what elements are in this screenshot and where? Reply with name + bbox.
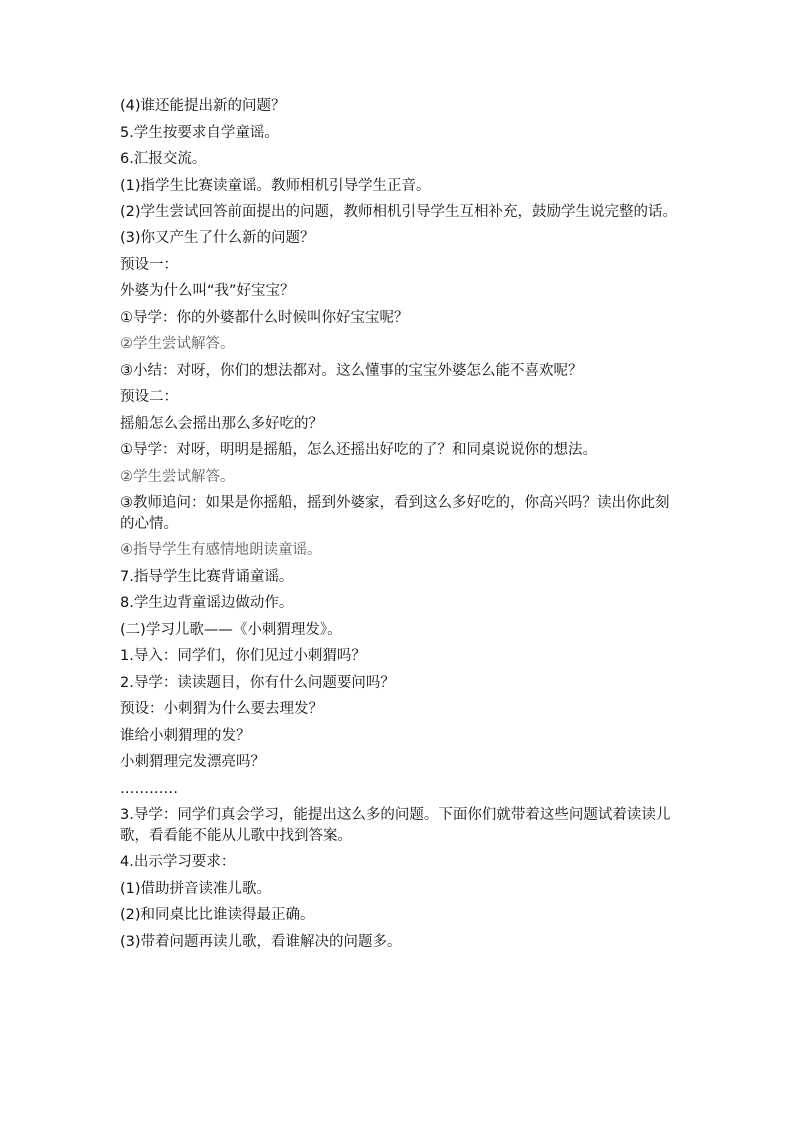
line-5: (2)学生尝试回答前面提出的问题，教师相机引导学生互相补充，鼓励学生说完整的话。 [120,204,678,220]
line-12: 预设二： [120,389,178,405]
line-3: 6.汇报交流。 [120,151,207,167]
line-8: 外婆为什么叫“我”好宝宝？ [120,283,295,299]
line-29: (1)借助拼音读准儿歌。 [120,880,272,897]
line-15: ②学生尝试解答。 [120,468,235,485]
line-4: (1)指学生比赛读童谣。教师相机引导学生正音。 [120,177,431,194]
line-14: ①导学：对呀，明明是摇船，怎么还摇出好吃的了？和同桌说说你的想法。 [120,442,597,458]
line-17: ④指导学生有感情地朗读童谣。 [120,542,322,558]
line-27: 3.导学：同学们真会学习，能提出这么多的问题。下面你们就带着这些问题试着读读儿歌，看看能不能从儿歌中找到答案。 [120,807,671,844]
line-6: (3)你又产生了什么新的问题？ [120,230,315,246]
line-31: (3)带着问题再读儿歌，看谁解决的问题多。 [120,933,402,950]
line-10: ②学生尝试解答。 [120,336,235,352]
line-30: (2)和同桌比比谁读得最正确。 [120,907,315,923]
line-19: 8.学生边背童谣边做动作。 [120,595,294,611]
line-7: 预设一： [120,256,178,273]
line-24: 谁给小刺猬理的发？ [120,727,251,744]
line-18: 7.指导学生比赛背诵童谣。 [120,568,294,585]
line-16: ③教师追问：如果是你摇船，摇到外婆家，看到这么多好吃的，你高兴吗？读出你此刻的心情。 [120,495,670,532]
line-1: (4)谁还能提出新的问题？ [120,98,286,114]
line-21: 1.导入：同学们，你们见过小刺猬吗？ [120,648,366,664]
line-13: 摇船怎么会摇出那么多好吃的？ [120,415,323,432]
line-22: 2.导学：读读题目，你有什么问题要问吗？ [120,674,395,691]
line-23: 预设：小刺猬为什么要去理发？ [120,701,323,717]
line-25: 小刺猬理完发漂亮吗？ [120,754,265,770]
line-20: (二)学习儿歌——《小刺猬理发》。 [120,621,342,638]
line-26: ………… [120,780,178,797]
line-28: 4.出示学习要求： [120,854,236,870]
line-9: ①导学：你的外婆都什么时候叫你好宝宝呢？ [120,309,409,326]
line-11: ③小结：对呀，你们的想法都对。这么懂事的宝宝外婆怎么能不喜欢呢？ [120,362,583,379]
document-body [120,93,680,955]
line-2: 5.学生按要求自学童谣。 [120,124,279,141]
